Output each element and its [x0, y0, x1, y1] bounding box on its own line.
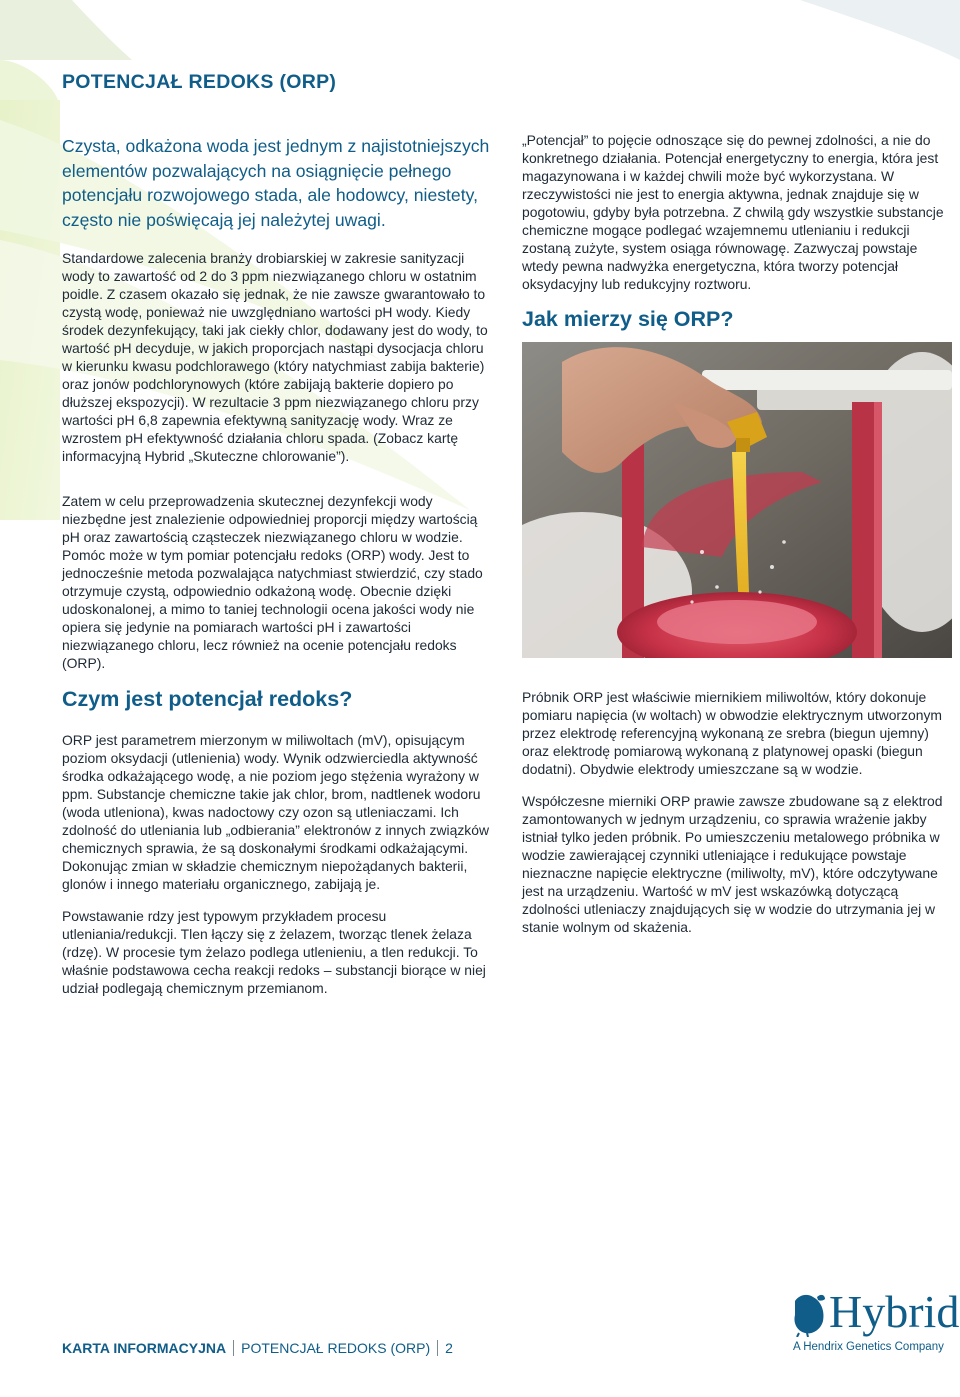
lead-paragraph: Czysta, odkażona woda jest jednym z najistotniejszych elementów pozwalających na osiągnięcie pełnego potencjału rozwojowego stada, ale hodowcy, niestety, często nie poświęcają jej należytej uwagi. [62, 136, 490, 230]
modern-meters-paragraph: Współczesne mierniki ORP prawie zawsze zbudowane są z elektrod zamontowanych w jednym urządzeniu, co sprawia wrażenie jakby istniał tylko jeden próbnik. Po umieszczeniu metalowego próbnika w wodzie zawierającej czynniki utleniające i redukujące powstaje nieznaczne napięcie elektryczne (miliwolty, mV), które odczytywane jest na urządzeniu. Wartość w mV jest wskazówką dotyczącą zdolności utleniaczy znajdujących się w wodzie do utrzymania jej w stanie wolnym od skażenia. [522, 793, 943, 935]
disinfection-paragraph: Zatem w celu przeprowadzenia skutecznej dezynfekcji wody niezbędne jest znalezienie odpowiedniej proporcji między wartością pH oraz zawartością cząsteczek niezwiązanego chloru w wodzie. Pomóc może w tym pomiar potencjału redoks (ORP) wody. Jest to jednocześnie metoda pozwalająca natychmiast stwierdzić, czy stado otrzymuje czystą, odpowiednio odkażoną wodę. Obecnie dzięki udoskonalonej, a mimo to taniej technologii ocena jakości wody nie opiera się jedynie na pomiarach wartości pH i zawartości niezwiązanego chloru, lecz również na ocenie potencjału redoks (ORP). [62, 493, 483, 671]
drinker-illustration [522, 342, 952, 658]
footer-topic: POTENCJAŁ REDOKS (ORP) [241, 1340, 431, 1356]
footer-doc-type: KARTA INFORMACYJNA [62, 1340, 227, 1356]
water-drinker-photo [522, 342, 952, 658]
page-number: 2 [445, 1340, 453, 1356]
right-column [522, 131, 952, 950]
hybrid-logo [785, 1286, 960, 1359]
left-column [62, 134, 494, 1011]
orp-definition-paragraph: ORP jest parametrem mierzonym w miliwoltach (mV), opisującym poziom oksydacji (utlenienia) wody. Wynik odzwierciedla aktywność środka odkażającego wodę, a nie poziom jego stężenia wyrażony w ppm. Substancje chemiczne takie jak chlor, brom, nadtlenek wodoru (woda utleniona), kwas nadoctowy czy ozon są utleniaczami. Ich zdolność do utleniania lub „odbierania” elektronów z innych związków chemicznych sprawia, że są doskonałymi środkami odkażającymi. Dokonując zmian w składzie chemicznym niepożądanych bakterii, glonów i innego materiału organicznego, zabijają je. [62, 732, 489, 892]
footer-separator [437, 1340, 438, 1356]
logo-wordmark: Hybrid [829, 1286, 960, 1337]
page-title: POTENCJAŁ REDOKS (ORP) [62, 71, 337, 93]
logo-tagline: A Hendrix Genetics Company [793, 1341, 944, 1353]
what-is-orp-heading: Czym jest potencjał redoks? [62, 687, 353, 711]
footer-separator [233, 1340, 234, 1356]
potential-definition-paragraph: „Potencjał” to pojęcie odnoszące się do pewnej zdolności, a nie do konkretnego działania. Potencjał energetyczny to energia, która jest magazynowana i w każdej chwili może być wykorzystana. W rzeczywistości nie jest to energia aktywna, jednak znajduje się w pogotowiu, gdyby była potrzebna. Z chwilą gdy wszystkie substancje chemiczne mogące podlegać wzajemnemu utlenianiu i redukcji zostaną zużyte, system osiąga równowagę. Zazwyczaj powstaje wtedy pewna nadwyżka energetyczna, która tworzy potencjał oksydacyjny lub redukcyjny roztworu. [522, 132, 944, 292]
rust-example-paragraph: Powstawanie rdzy jest typowym przykładem procesu utleniania/redukcji. Tlen łączy się z żelazem, tworząc tlenek żelaza (rdzę). W procesie tym żelazo podlega utlenieniu, a tlen redukcji. To właśnie podstawowa cecha reakcji redoks – substancji biorące w niej udział podlegają chemicznym przemianom. [62, 908, 486, 996]
footer-label [62, 1340, 453, 1356]
probe-description-paragraph: Próbnik ORP jest właściwie miernikiem miliwoltów, który dokonuje pomiaru napięcia (w woltach) w obwodzie elektrycznym utworzonym przez elektrodę referencyjną wykonaną ze srebra (biegun ujemny) oraz elektrodę pomiarową wykonaną z platynowej opaski (biegun dodatni). Obydwie elektrody umieszczane są w wodzie. [522, 689, 942, 777]
turkey-icon [787, 1291, 829, 1337]
chlorine-standard-paragraph: Standardowe zalecenia branży drobiarskiej w zakresie sanityzacji wody to zawartość od 2 do 3 ppm niezwiązanego chloru w ostatnim poidle. Z czasem okazało się jednak, że nie zawsze gwarantowało to czystą wodę, ponieważ nie uwzględniano wartości pH wody. Kiedy środek dezynfekujący, taki jak ciekły chlor, dodawany jest do wody, to wartość pH decyduje, w jakich proporcjach nastąpi dysocjacja chloru w kierunku kwasu podchlorawego (który natychmiast zabija bakterie) oraz jonów podchlorynowych (które zabijają bakterie dopiero po dłuższej ekspozycji). W rezultacie 3 ppm niezwiązanego chloru przy wartości pH 6,8 zapewnia efektywną sanityzację wody. Wraz ze wzrostem pH efektywność działania chloru spada. (Zobacz kartę informacyjną Hybrid „Skuteczne chlorowanie”). [62, 250, 488, 464]
how-to-measure-heading: Jak mierzy się ORP? [522, 307, 734, 331]
